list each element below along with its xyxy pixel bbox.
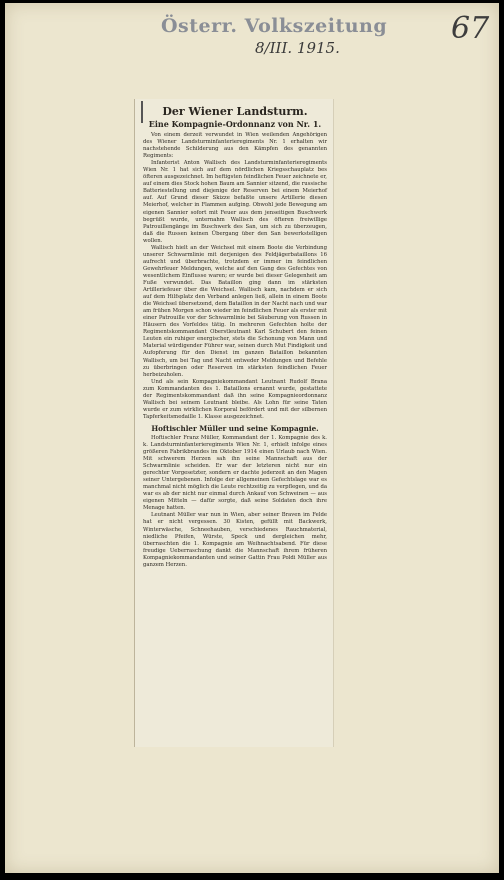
article-paragraph: Infanterist Anton Wallisch des Landsturminfanterieregiments Wien Nr. 1 hat sich auf dem nördlichen Kriegsschauplatz bes öfteren ausgezeichnet. Im heftigsten feindlichen Feuer zeichnete er, auf einem dies Stock hohen Baum am Sannier sitzend, die russische Batteriestellung und diejenige der Reserven bei einem Meierhof auf. Auf Grund dieser Skizze befaßte unsere Artillerie diesen Meierhof, welcher in Flammen aufging. Obwohl jede Bewegung am eigenen Sannier sofort mit Feuer aus dem jenseitigen Buschwerk begrüßt wurde, unternahm Wallisch des öfteren freiwillige Patrouillengänge im Buschwerk des San, um sich zu überzeugen, daß die Russen keinen Übergang über den San bewerkstelligen wollen. <box>143 160 327 244</box>
article-paragraph: Wallisch hielt an der Weichsel mit einem Boote die Verbindung unserer Schwarmlinie mit derjenigen des Feldjägerbataillons 16 aufrecht und überbrachte, trotzdem er immer im feindlichen Gewehrfeuer Meldungen, welche auf den Gang des Gefechtes von wesentlichem Einflusse waren; er wurde bei dieser Gelegenheit am Fuße verwundet. Das Bataillon ging dann im stärksten Artilleriefeuer über die Weichsel. Wallisch kam, nachdem er sich auf dem Hilfsplatz den Verband anlegen ließ, allein in einem Boote die Weichsel übersetzend, dem Bataillon in der Nacht nach und war am frühen Morgen schon wieder im feindlichen Feuer als erster mit einer Patrouille vor der Schwarmlinie bei Säuberung von Russen in Häusern des Vorfeldes tätig. In mehreren Gefechten holte der Regimentskommandant Oberstleutnant Karl Schubert den feinen Leuten ein ruhiger energischer, stets die Schonung von Mann und Material würdigender Führer war, seinen durch Mut Findigkeit und Aufopferung für den Dienst im ganzen Bataillon bekannten Wallisch, um bei Tag und Nacht entweder Meldungen und Befehle zu überbringen oder Reserven im stärksten feindlichen Feuer herbeizuholen. <box>143 244 327 378</box>
article-paragraph: Von einem derzeit verwundet in Wien weilenden Angehörigen des Wiener Landsturminfanterieregiments Nr. 1 erhalten wir nachstehende Schilderung aus den Kämpfen des genannten Regiments: <box>143 132 327 160</box>
handwritten-date: 8/III. 1915. <box>255 39 340 57</box>
clipping-edge-mark <box>141 101 143 123</box>
article-subtitle: Eine Kompagnie-Ordonnanz von Nr. 1. <box>148 119 322 129</box>
article-title: Der Wiener Landsturm. <box>162 105 308 118</box>
handwritten-page-number: 67 <box>451 11 490 46</box>
article-paragraph: Und als sein Kompagniekommandant Leutnant Rudolf Brana zum Kommandanten des 1. Bataillons ernannt wurde, gestattete der Regimentskommandant daß ihn seine Kompagnieordonnanz Wallisch bei seinem Leutnant bleibe. Als Lohn für seine Taten wurde er zum wirklichen Korporal befördert und mit der silbernen Tapferkeitsmedaille 1. Klasse ausgezeichnet. <box>143 378 327 420</box>
newspaper-clipping <box>134 99 334 747</box>
section-paragraph: Hoftischler Franz Müller, Kommandant der 1. Kompagnie des k. k. Landsturminfanterieregiments Wien Nr. 1, erhielt infolge eines größeren Fabrikbrandes im Oktober 1914 einen Urlaub nach Wien. Mit schwerem Herzen sah ihn seine Mannschaft aus der Schwarmlinie scheiden. Er war der letzteren nicht nur ein gerechter Vorgesetzter, sondern er dachte jederzeit an den Magen seiner Untergebenen. Infolge der allgemeinen Gefechtslage war es manchmal nicht möglich die Leute rechtzeitig zu verpflegen, und da war es ab der nicht nur einmal durch Ankauf von Schweinen — aus eigenen Mitteln — dafür sorgte, daß seine Soldaten doch ihre Menage hatten. <box>143 434 327 512</box>
section-heading: Hoftischler Müller und seine Kompagnie. <box>151 423 319 433</box>
newspaper-name-stamp: Österr. Volkszeitung <box>161 15 388 37</box>
section-paragraph: Leutnant Müller war nun in Wien, aber seiner Braven im Felde hat er nicht vergessen. 30 Kisten, gefüllt mit Backwerk, Winterwäsche, Schneehauben, verschiedenes Rauchmaterial, niedliche Pfeifen, Würste, Speck und dergleichen mehr, überraschten die 1. Kompagnie am Weihnachtsabend. Für diese freudige Ueberraschung dankt die Mannschaft ihrem früheren Kompagniekommandanten und seiner Gattin Frau Poldi Müller aus ganzem Herzen. <box>143 512 327 568</box>
archive-sheet <box>5 3 499 873</box>
